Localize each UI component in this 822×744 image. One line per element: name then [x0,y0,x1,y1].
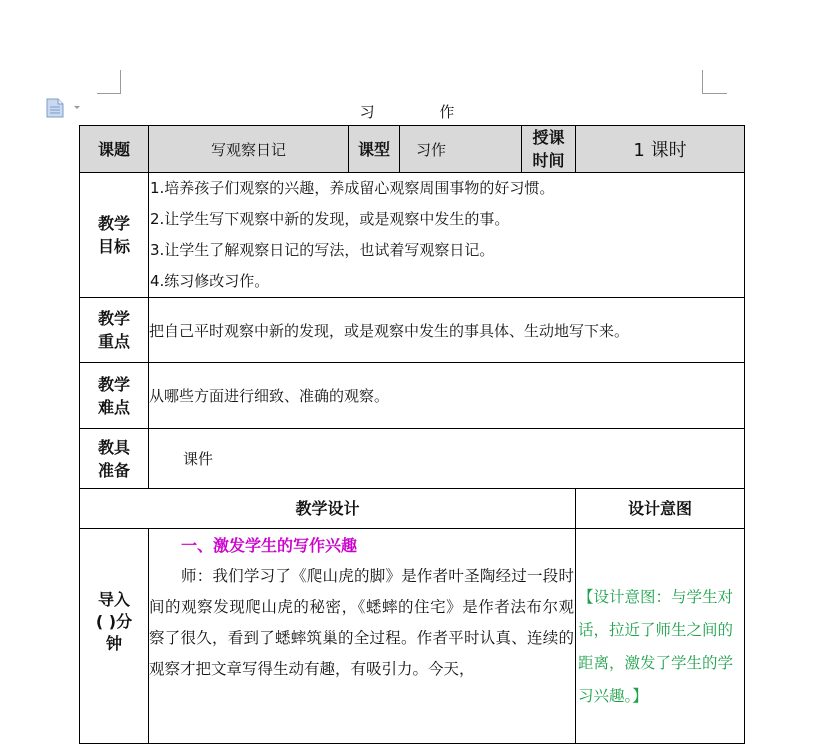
intent-content [576,529,745,744]
goals-row [80,173,745,298]
focus-value: 把自己平时观察中新的发现，或是观察中发生的事具体、生动地写下来。 [149,298,745,363]
tools-row [80,429,745,489]
lesson-value: 写观察日记 [149,126,349,173]
design-header: 教学设计 [80,489,576,529]
time-label: 授课 时间 [522,126,576,173]
section-paragraph: 师：我们学习了《爬山虎的脚》是作者叶圣陶经过一段时间的观察发现爬山虎的秘密，《蟋蟀的住宅》是作者法布尔观察了很久，看到了蟋蟀筑巢的全过程。作者平时认真、连续的观察才把文章写得生动有趣，有吸引力。今天， [149,567,574,678]
lead-in-label: 导入 ( )分 钟 [80,529,149,744]
goals-label: 教学 目标 [80,173,149,298]
page-corner-top-right [702,70,727,94]
page-corner-top-left [97,70,121,94]
goal-item: 3.让学生了解观察日记的写法，也试着写观察日记。 [150,241,495,259]
type-value: 习作 [400,126,522,173]
header-row [80,126,745,173]
type-label: 课型 [349,126,400,173]
difficulty-label: 教学 难点 [80,363,149,429]
goals-list [149,173,745,298]
lesson-label: 课题 [80,126,149,173]
intent-text: 【设计意图：与学生对话，拉近了师生之间的距离，激发了学生的学习兴趣。】 [578,588,734,705]
design-content [149,529,576,744]
design-header-row [80,489,745,529]
goal-item: 2.让学生写下观察中新的发现，或是观察中发生的事。 [150,210,510,228]
lesson-plan-table [79,125,745,744]
tools-value: 课件 [149,429,745,489]
focus-label: 教学 重点 [80,298,149,363]
lead-in-row [80,529,745,744]
goal-item: 4.练习修改习作。 [150,272,270,290]
document-title: 习 作 [359,103,485,121]
section-heading: 一、激发学生的写作兴趣 [181,536,358,555]
time-value: 1 课时 [576,126,745,173]
goal-item: 1.培养孩子们观察的兴趣，养成留心观察周围事物的好习惯。 [150,179,555,197]
difficulty-row [80,363,745,429]
tools-label: 教具 准备 [80,429,149,489]
difficulty-value: 从哪些方面进行细致、准确的观察。 [149,363,745,429]
focus-row [80,298,745,363]
intent-header: 设计意图 [576,489,745,529]
